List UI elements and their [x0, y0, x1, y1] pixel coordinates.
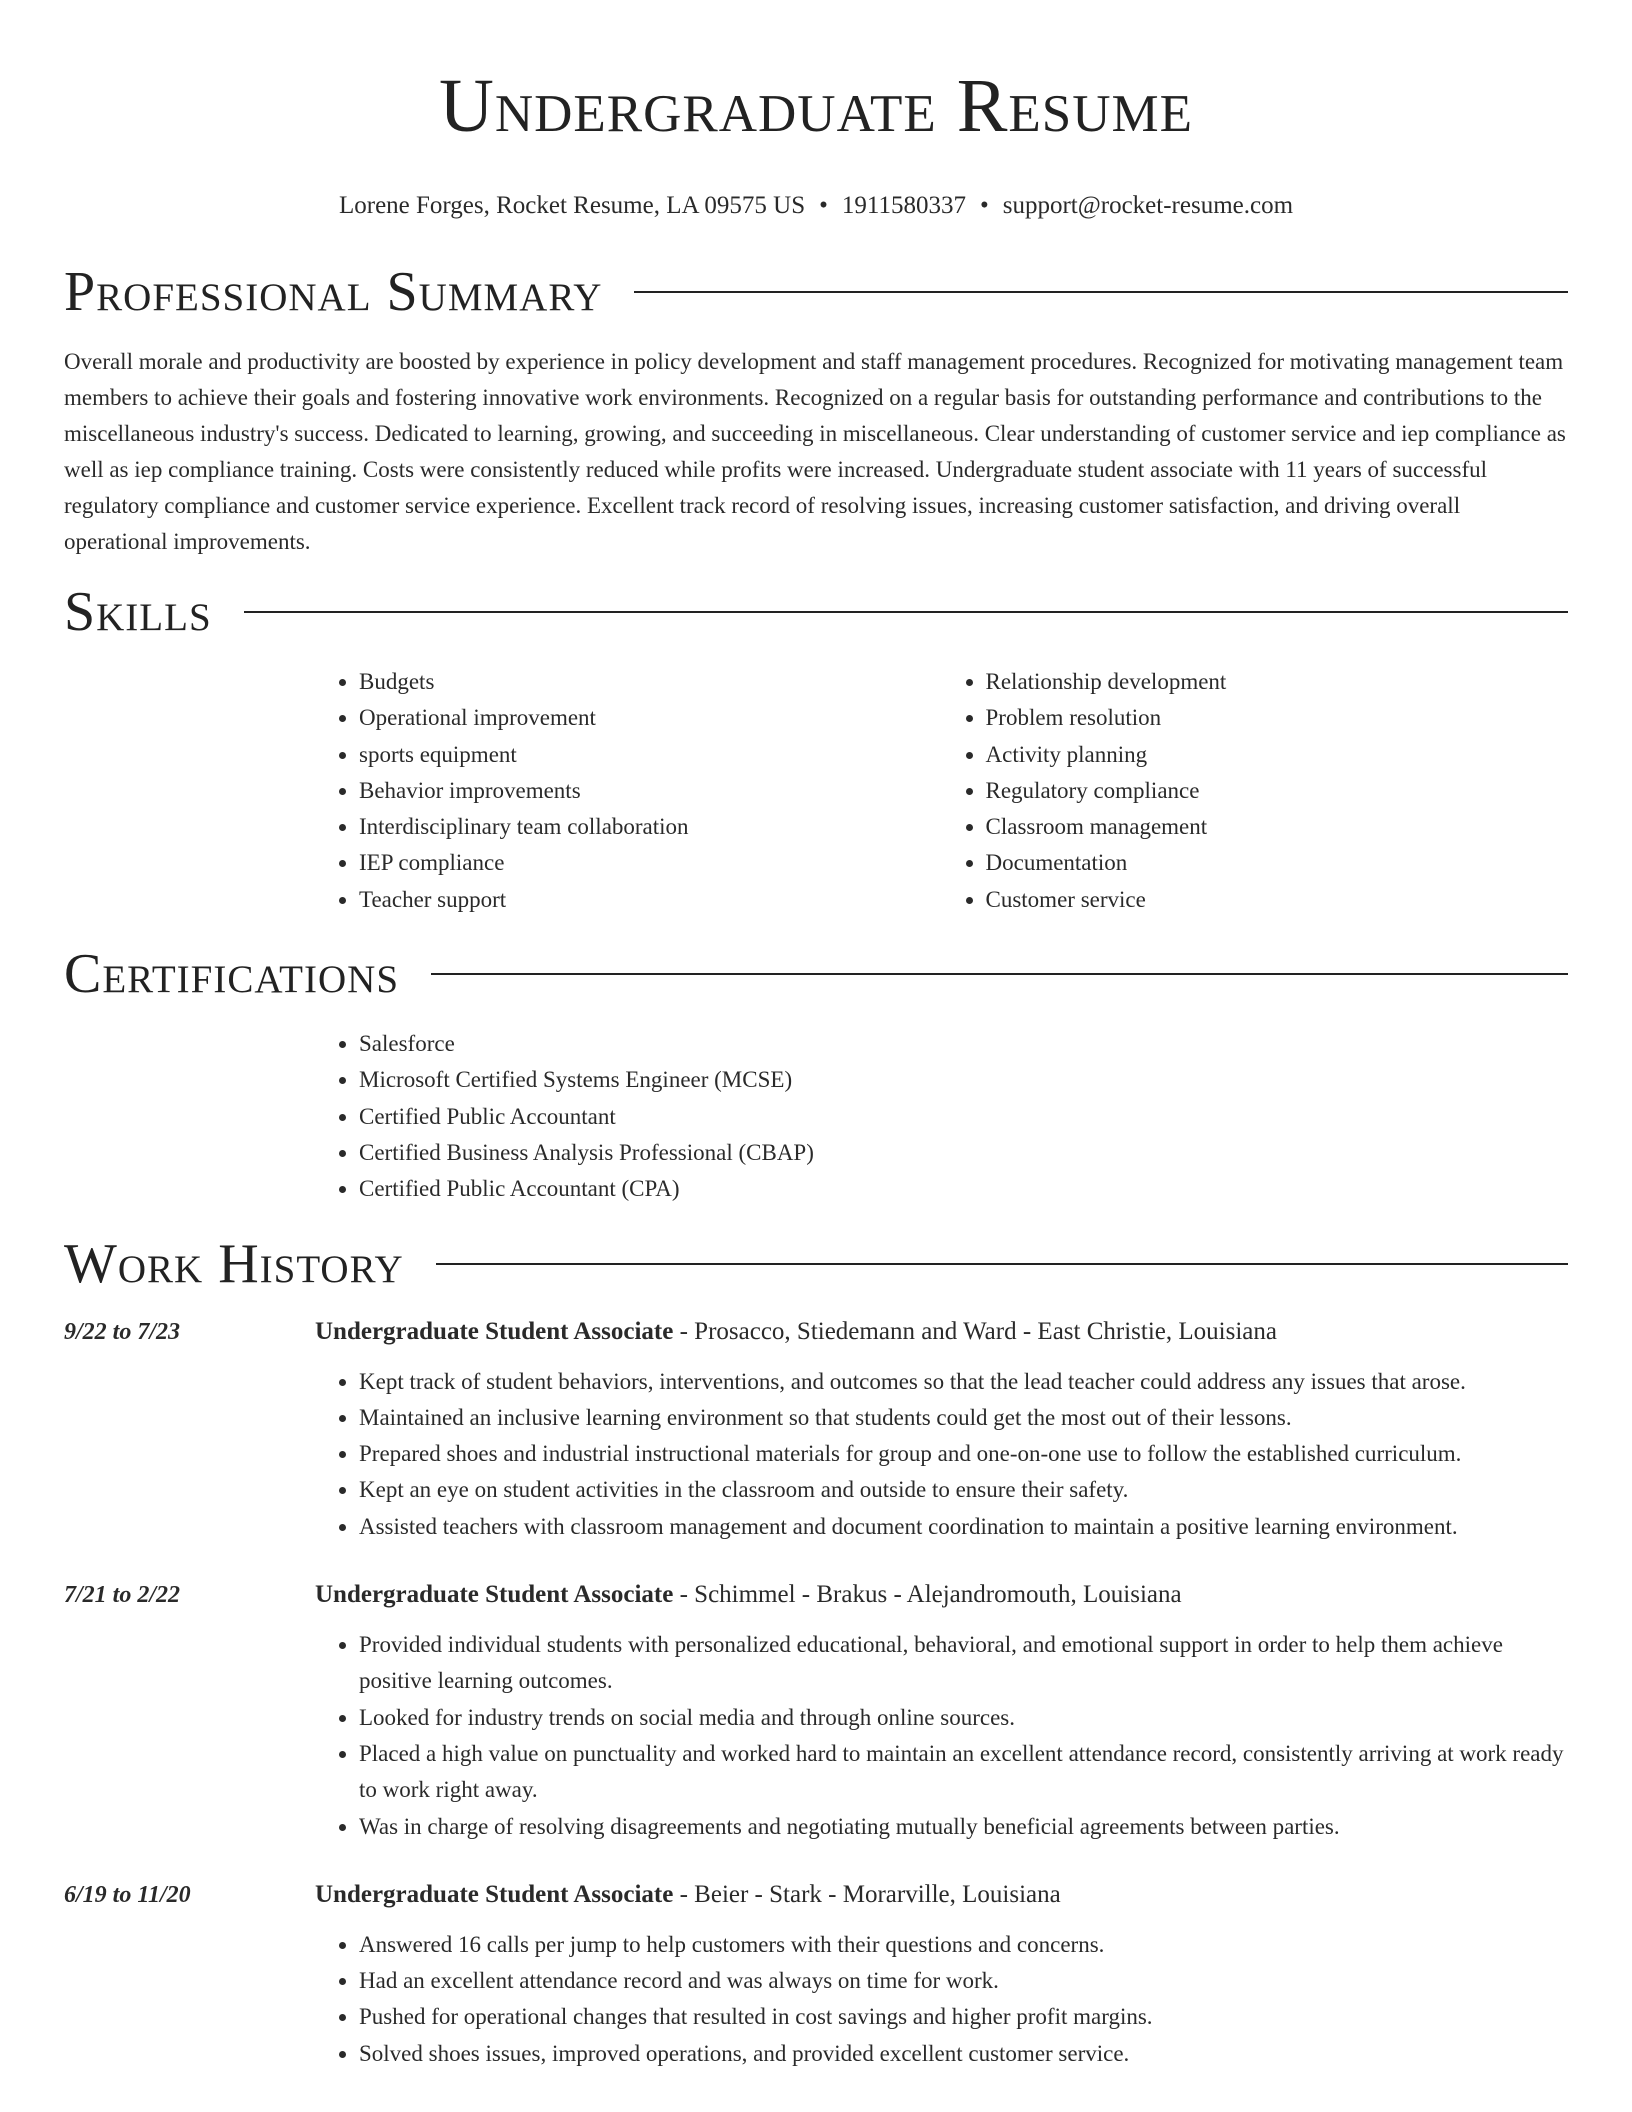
list-item: • Was in charge of resolving disagreements and negotiating mutually beneficial agreements between parties. — [359, 1809, 1568, 1845]
job-role: Undergraduate Student Associate — [315, 1317, 674, 1345]
list-item: • Customer service — [986, 882, 1569, 918]
list-item: • Certified Business Analysis Professional (CBAP) — [359, 1135, 1568, 1171]
list-item: • Maintained an inclusive learning environment so that students could get the most out of their lessons. — [359, 1400, 1568, 1436]
list-item: • Microsoft Certified Systems Engineer (MCSE) — [359, 1062, 1568, 1098]
job-bullets — [315, 1927, 1568, 2072]
list-item: • Certified Public Accountant — [359, 1099, 1568, 1135]
contact-email: support@rocket-resume.com — [1002, 192, 1294, 219]
section-divider — [634, 291, 1568, 293]
section-divider — [431, 973, 1568, 975]
list-item: • Placed a high value on punctuality and worked hard to maintain an excellent attendance record, consistently arriving at work ready to work right away. — [359, 1736, 1568, 1809]
skills-list — [315, 664, 1568, 918]
resume-page — [64, 0, 1568, 2072]
section-divider — [436, 1263, 1568, 1265]
list-item: • Answered 16 calls per jump to help customers with their questions and concerns. — [359, 1927, 1568, 1963]
job-entry — [64, 1877, 1568, 2072]
contact-address: Lorene Forges, Rocket Resume, LA 09575 US — [338, 192, 806, 219]
job-bullets — [315, 1364, 1568, 1545]
resume-title: Undergraduate Resume — [438, 64, 1194, 148]
list-item: • Interdisciplinary team collaboration — [359, 809, 942, 845]
list-item: • Prepared shoes and industrial instructional materials for group and one-on-one use to follow the established curriculum. — [359, 1436, 1568, 1472]
list-item: • Pushed for operational changes that resulted in cost savings and higher profit margins. — [359, 1999, 1568, 2035]
contact-line — [64, 190, 1568, 222]
list-item: • Activity planning — [986, 737, 1569, 773]
job-employer: - Beier - Stark - Morarville, Louisiana — [673, 1880, 1061, 1908]
skills-section-header — [64, 576, 1568, 648]
skills-column-right — [942, 664, 1569, 918]
job-role: Undergraduate Student Associate — [315, 1880, 674, 1908]
list-item: • sports equipment — [359, 737, 942, 773]
contact-separator: • — [819, 192, 828, 219]
list-item: • Kept track of student behaviors, interventions, and outcomes so that the lead teacher could address any issues that arose. — [359, 1364, 1568, 1400]
job-body — [315, 1314, 1568, 1545]
job-bullets — [315, 1627, 1568, 1845]
section-divider — [244, 611, 1568, 613]
job-dates: 9/22 to 7/23 — [64, 1318, 181, 1345]
skills-heading: Skills — [64, 581, 212, 643]
job-employer: - Prosacco, Stiedemann and Ward - East Christie, Louisiana — [673, 1317, 1277, 1345]
list-item: • Relationship development — [986, 664, 1569, 700]
list-item: • Budgets — [359, 664, 942, 700]
list-item: • Certified Public Accountant (CPA) — [359, 1171, 1568, 1207]
certifications-section-header — [64, 938, 1568, 1010]
certifications-heading: Certifications — [64, 943, 400, 1006]
certifications-list — [315, 1026, 1568, 1207]
list-item: • IEP compliance — [359, 845, 942, 881]
job-role: Undergraduate Student Associate — [315, 1581, 674, 1609]
list-item: • Provided individual students with personalized educational, behavioral, and emotional support in order to help them achieve positive learning outcomes. — [359, 1627, 1568, 1700]
list-item: • Classroom management — [986, 809, 1569, 845]
list-item: • Problem resolution — [986, 700, 1569, 736]
list-item: • Salesforce — [359, 1026, 1568, 1062]
list-item: • Kept an eye on student activities in the classroom and outside to ensure their safety. — [359, 1472, 1568, 1508]
list-item: • Documentation — [986, 845, 1569, 881]
list-item: • Looked for industry trends on social media and through online sources. — [359, 1700, 1568, 1736]
contact-phone: 1911580337 — [841, 192, 966, 219]
job-title-line — [315, 1877, 1568, 1913]
job-body — [315, 1577, 1568, 1845]
skills-column-left — [315, 664, 942, 918]
job-title-line — [315, 1314, 1568, 1350]
contact-separator: • — [979, 192, 989, 219]
job-title-line — [315, 1577, 1568, 1613]
summary-text: Overall morale and productivity are boosted by experience in policy development and staff management procedures. Recognized for motivating management team members to achieve their goals and fostering innovative work environments. Recognized on a regular basis for outstanding performance and contributions to the miscellaneous industry's success. Dedicated to learning, growing, and succeeding in miscellaneous. Clear understanding of customer service and iep compliance as well as iep compliance training. Costs were consistently reduced while profits were increased. Undergraduate student associate with 11 years of successful regulatory compliance and customer service experience. Excellent track record of resolving issues, increasing customer satisfaction, and driving overall operational improvements. — [64, 349, 1566, 554]
list-item: • Teacher support — [359, 882, 942, 918]
job-employer: - Schimmel - Brakus - Alejandromouth, Louisiana — [673, 1581, 1182, 1609]
job-entry — [64, 1314, 1568, 1545]
work-history-section-header — [64, 1228, 1568, 1300]
job-body — [315, 1877, 1568, 2072]
job-dates: 7/21 to 2/22 — [64, 1582, 181, 1609]
job-dates: 6/19 to 11/20 — [64, 1881, 191, 1908]
work-history-heading: Work History — [64, 1232, 404, 1295]
job-entry — [64, 1577, 1568, 1845]
list-item: • Had an excellent attendance record and was always on time for work. — [359, 1963, 1568, 1999]
list-item: • Assisted teachers with classroom management and document coordination to maintain a positive learning environment. — [359, 1509, 1568, 1545]
list-item: • Behavior improvements — [359, 773, 942, 809]
list-item: • Regulatory compliance — [986, 773, 1569, 809]
list-item: • Solved shoes issues, improved operations, and provided excellent customer service. — [359, 2036, 1568, 2072]
summary-section-header — [64, 256, 1568, 328]
list-item: • Operational improvement — [359, 700, 942, 736]
certifications-items — [315, 1026, 1568, 1207]
summary-heading: Professional Summary — [64, 261, 603, 323]
